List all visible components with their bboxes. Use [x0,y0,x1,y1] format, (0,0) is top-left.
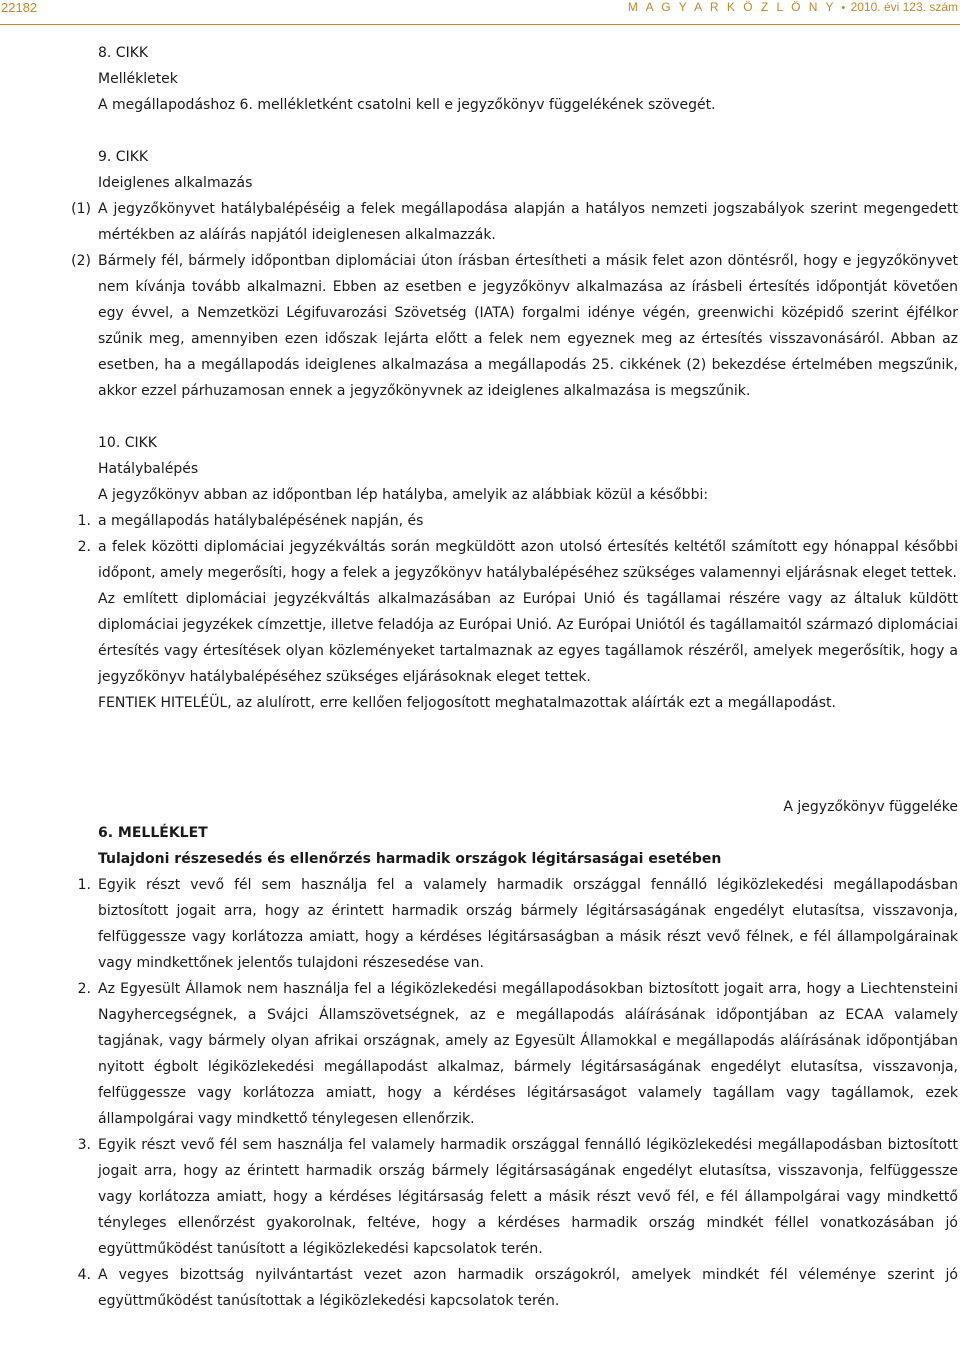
paragraph-2 [0,248,960,404]
annex-caption: A jegyzőkönyv függeléke [783,799,958,815]
annex-item-3 [0,1132,960,1262]
paragraph-text: Bármely fél, bármely időpontban diplomáciai úton írásban értesítheti a másik felet azon döntésről, hogy e jegyzőkönyvet nem kívánja tovább alkalmazni. Ebben az esetben e jegyzőkönyv alkalmazása az írásbeli értesítés időpontját követően egy évvel, a Nemzetközi Légifuvarozási Szövetség (IATA) forgalmi idénye végén, greenwichi középidő szerint éjfélkor szűnik meg, amennyiben ezen időszak lejárta előtt a felek nem egyeznek meg az értesítés visszavonásáról. Abban az esetben, ha a megállapodás ideiglenes alkalmazása a megállapodás 25. cikkének (2) bekezdése értelmében megszűnik, akkor ezzel párhuzamosan ennek a jegyzőkönyvnek az ideiglenes alkalmazása is megszűnik. [98,253,958,399]
list-item-2 [0,534,960,586]
article-number: 8. CIKK [98,45,149,61]
paragraph-number: (2) [71,253,91,269]
article-10-note [0,586,960,716]
article-title: Hatálybalépés [98,461,199,477]
list-number: 2. [77,539,91,555]
article-10 [0,430,960,508]
list-text: a felek közötti diplomáciai jegyzékváltás során megküldött azon utolsó értesítés keltétől számított egy hónappal későbbi időpont, amely megerősíti, hogy a felek a jegyzőkönyv hatálybalépéséhez szükséges valamennyi eljárásnak eleget tettek. [98,539,958,581]
annex-title: Tulajdoni részesedés és ellenőrzés harmadik országok légitársaságai esetében [98,851,722,867]
annex-item-1 [0,872,960,976]
annex-item-4 [0,1262,960,1314]
list-text: Az Egyesült Államok nem használja fel a légiközlekedési megállapodásokban biztosított jogait arra, hogy a Liechtensteini Nagyhercegségnek, a Svájci Államszövetségnek, az e megállapodás aláírásának időpontjában az ECAA valamely tagjának, vagy bármely olyan afrikai országnak, amely az Egyesült Államokkal e megállapodás aláírásának időpontjában nyitott égbolt légiközlekedési megállapodást alkalmaz, bármely légitársaságának engedélyt elutasítsa, visszavonja, felfüggessze vagy korlátozza amiatt, hogy a kérdéses légitársaságot valamely tagállam vagy tagállamok, ezek állampolgárai vagy mindkettő ténylegesen ellenőrzik. [98,981,958,1127]
list-text: a megállapodás hatálybalépésének napján, és [98,513,424,529]
article-number: 10. CIKK [98,435,157,451]
closing-text: FENTIEK HITELÉÜL, az alulírott, erre kellően feljogosított meghatalmazottak aláírták ezt a megállapodást. [98,695,836,711]
article-8 [0,40,960,118]
issue-label: 2010. évi 123. szám [850,0,958,14]
paragraph-1 [0,196,960,248]
list-number: 2. [77,981,91,997]
list-text: A vegyes bizottság nyilvántartást vezet azon harmadik országokról, amelyek mindkét fél véleménye szerint jó együttműködést tanúsítottak a légiközlekedési kapcsolatok terén. [98,1267,958,1309]
list-item-1 [0,508,960,534]
list-number: 1. [77,877,91,893]
paragraph-number: (1) [71,201,91,217]
annex-number: 6. MELLÉKLET [98,825,208,841]
journal-name: M A G Y A R K Ö Z L Ö N Y [627,0,837,14]
list-number: 4. [77,1267,91,1283]
document-body [0,40,960,1314]
annex-item-2 [0,976,960,1132]
article-text: A megállapodáshoz 6. mellékletként csatolni kell e jegyzőkönyv függelékének szövegét. [98,97,716,113]
list-text: Egyik részt vevő fél sem használja fel a valamely harmadik országgal fennálló légiközlekedési megállapodásban biztosított jogait arra, hogy az érintett harmadik ország bármely légitársaságának engedélyt elutasítsa, visszavonja, felfüggessze vagy korlátozza amiatt, hogy a kérdéses légitársaságban a másik részt vevő félnek, e fél állampolgárainak vagy mindkettőnek jelentős tulajdoni részesedése van. [98,877,958,971]
list-number: 1. [77,513,91,529]
header-bullet: • [841,2,846,14]
article-9 [0,144,960,196]
paragraph-text: A jegyzőkönyvet hatálybalépéséig a felek megállapodása alapján a hatályos nemzeti jogszabályok szerint megengedett mértékben az aláírás napjától ideiglenesen alkalmazzák. [98,201,958,243]
annex-header [0,794,960,872]
page-number: 22182 [1,0,38,15]
article-title: Mellékletek [98,71,178,87]
article-number: 9. CIKK [98,149,149,165]
note-text: Az említett diplomáciai jegyzékváltás alkalmazásában az Európai Unió és tagállamai részére vagy az általuk küldött diplomáciai jegyzékek címzettje, illetve feladója az Európai Unió. Az Európai Uniótól és tagállamaitól származó diplomáciai értesítés vagy értesítések olyan közleményeket tartalmaznak az egyes tagállamok részéről, amelyek megerősítik, hogy a jegyzőkönyv hatálybalépéséhez szükséges eljárásoknak eleget tettek. [98,591,958,685]
article-title: Ideiglenes alkalmazás [98,175,253,191]
article-intro: A jegyzőkönyv abban az időpontban lép hatályba, amelyik az alábbiak közül a későbbi: [98,487,709,503]
journal-info [628,0,958,14]
list-number: 3. [77,1137,91,1153]
list-text: Egyik részt vevő fél sem használja fel valamely harmadik országgal fennálló légiközlekedési megállapodásban biztosított jogait arra, hogy az érintett harmadik ország bármely légitársaságának engedélyt elutasítsa, visszavonja, felfüggessze vagy korlátozza amiatt, hogy a kérdéses légitársaság felett a másik részt vevő fél, e fél állampolgárai vagy mindkettő tényleges ellenőrzést gyakorolnak, feltéve, hogy a kérdéses harmadik ország mindkét féllel vonatkozásában jó együttműködést tanúsított a légiközlekedési kapcsolatok terén. [98,1137,958,1257]
page-header [0,0,960,25]
